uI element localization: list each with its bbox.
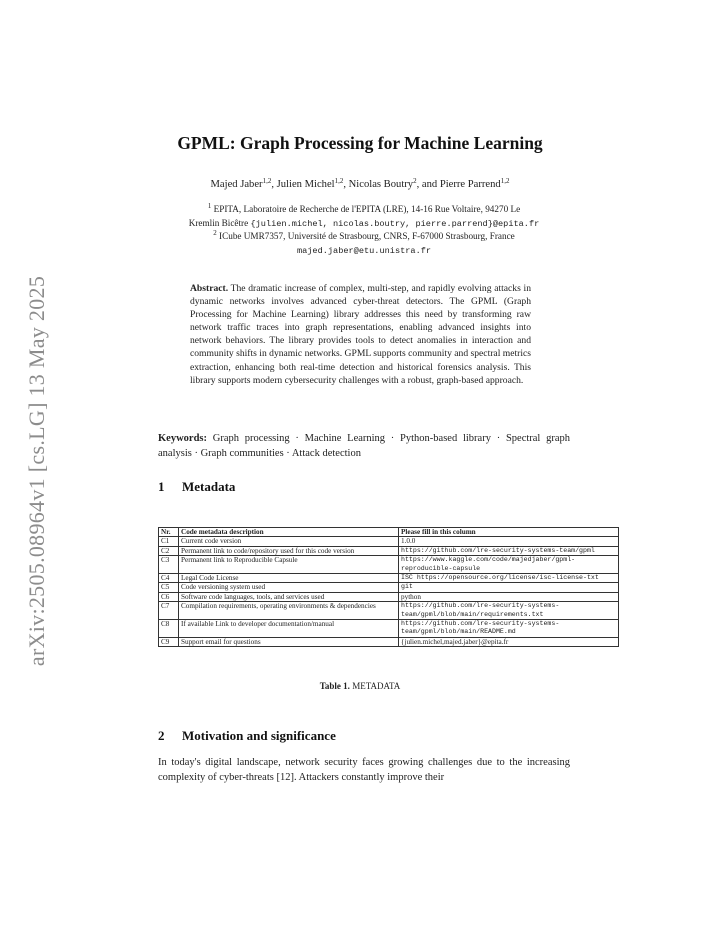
section-heading-metadata: 1 Metadata (158, 479, 236, 494)
table-row: C4 Legal Code License ISC https://opensource.org/license/isc-license-txt (159, 574, 619, 583)
keywords-text: Graph processing · Machine Learning · Python-based library · Spectral graph analysis · Graph communities · Attack detection (158, 433, 571, 459)
table-header-cell: Please fill in this column (399, 528, 619, 537)
table-row: C3 Permanent link to Reproducible Capsule https://www.kaggle.com/code/majedjaber/gpml-reproducible-capsule (159, 556, 619, 574)
author-name: Pierre Parrend (439, 179, 501, 190)
section-heading-motivation: 2 Motivation and significance (158, 728, 336, 743)
author-name: Nicolas Boutry (348, 179, 414, 190)
paper-title: GPML: Graph Processing for Machine Learning (177, 133, 543, 153)
author-affiliation-marker: 1,2 (262, 177, 272, 185)
author-affiliation-marker: 1,2 (500, 177, 510, 185)
table-row: C9 Support email for questions {julien.michel,majed.jaber}@epita.fr (159, 637, 619, 646)
arxiv-stamp: arXiv:2505.08964v1 [cs.LG] 13 May 2025 (24, 275, 49, 667)
abstract-text: The dramatic increase of complex, multi-step, and rapidly evolving attacks in dynamic networks involves advanced cyber-threat detectors. The GPML (Graph Processing for Machine Learning) library addresses this need by transforming raw network traffic traces into graph representations, enabling advanced insights into network behaviors. The library provides tools to detect anomalies in interaction and community shifts in dynamic networks. GPML supports community and spectral metrics extraction, enhancing both real-time detection and historical forensics analysis. This library supports modern cybersecurity challenges with a robust, graph-based approach. (190, 283, 531, 386)
author-affiliation-marker: 2 (413, 177, 417, 185)
metadata-table (158, 527, 619, 647)
author-name: Majed Jaber (210, 179, 263, 190)
abstract (190, 282, 531, 387)
table-row: C8 If available Link to developer documentation/manual https://github.com/lre-security-systems-team/gpml/blob/main/README.md (159, 620, 619, 638)
corresponding-email: majed.jaber@etu.unistra.fr (296, 245, 432, 256)
table-header-cell: Code metadata description (179, 528, 399, 537)
table-row: C1 Current code version 1.0.0 (159, 537, 619, 546)
affiliation-1: $^1$ EPITA, Laboratoire de Recherche de l'EPITA (LRE), 14-16 Rue Voltaire, 94270 Le Kremlin Bicêtre {julien.michel, nicolas.boutry, pierre.parrend}@epita.fr (188, 202, 540, 229)
abstract-label: Abstract. (190, 283, 229, 294)
author-list: Majed Jaber$^{1,2}$, Julien Michel$^{1,2}$, Nicolas Boutry$^2$, and Pierre Parrend$^{1,2}$ (210, 177, 510, 190)
table-row: C7 Compilation requirements, operating environments & dependencies https://github.com/lre-security-systems-team/gpml/blob/main/requirements.txt (159, 602, 619, 620)
author-emails: {julien.michel, nicolas.boutry, pierre.parrend}@epita.fr (250, 218, 540, 229)
keywords-label: Keywords: (158, 433, 207, 444)
table-row: C5 Code versioning system used git (159, 583, 619, 592)
table-header-row (159, 528, 619, 537)
author-name: Julien Michel (276, 179, 335, 190)
body-paragraph: In today's digital landscape, network security faces growing challenges due to the increasing complexity of cyber-threats [12]. Attackers constantly improve their (158, 757, 570, 783)
affiliation-2: $^2$ ICube UMR7357, Université de Strasbourg, CNRS, F-67000 Strasbourg, France majed.jaber@etu.unistra.fr (213, 229, 515, 256)
author-affiliation-marker: 1,2 (334, 177, 344, 185)
table-header-cell: Nr. (159, 528, 179, 537)
table-row: C2 Permanent link to code/repository used for this code version https://github.com/lre-security-systems-team/gpml (159, 546, 619, 555)
table-caption: Table 1. METADATA (319, 681, 401, 691)
keywords (158, 432, 570, 461)
table-row: C6 Software code languages, tools, and services used python (159, 592, 619, 601)
